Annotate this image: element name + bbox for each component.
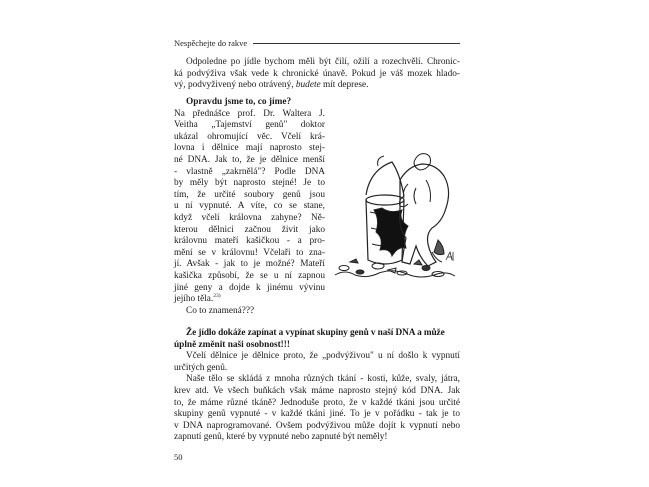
- column-line: jiné geny a dojde k jinému vývinu: [174, 282, 325, 293]
- body-line: Naše tělo se skládá z mnoha různých tkání - kosti, kůže, svaly, játra,: [186, 374, 460, 385]
- column-line: Na přednášce prof. Dr. Waltera J.: [174, 108, 325, 119]
- intro-paragraph: [174, 57, 460, 92]
- intro-line: vý, podvyživený nebo otrávený, budete mít deprese.: [174, 80, 369, 91]
- column-text: [174, 97, 325, 317]
- section-heading: Opravdu jsme to, co jíme?: [186, 97, 292, 107]
- full-width-text: [174, 328, 460, 444]
- bold-statement: Že jídlo dokáže zapínat a vypínat skupiny genů v naší DNA a může: [186, 328, 445, 338]
- body-line: to, že máme různé tkáně? Jednoduše proto, že v každé tkáni jsou určité: [174, 397, 460, 408]
- intro-line: Odpoledne po jídle bychom měli být čilí, ožilí a rozechvělí. Chronic-: [186, 57, 460, 67]
- body-line: zapnutí genů, které by vypnuté nebo zapnuté být neměly!: [174, 432, 388, 443]
- header-title: Nespěchejte do rakve: [174, 38, 248, 48]
- column-line: by měly být naprosto stejné! Je to: [174, 178, 325, 189]
- body-line: krev atd. Ve všech buňkách však máme naprosto stejný kód DNA. Jak: [174, 385, 460, 396]
- column-line: kašička způsobí, že se u ní zapnou: [174, 270, 325, 281]
- body-line: Včelí dělnice je dělnice proto, že „podvýživou" u ní došlo k vypnutí: [186, 351, 460, 362]
- man-with-trash-bin-illustration: [330, 140, 460, 285]
- column-line: né DNA. Jak to, že je dělnice menší: [174, 154, 325, 165]
- column-line: lovna i dělnice mají naprosto stej-: [174, 143, 325, 154]
- footnote-ref: 23): [213, 293, 221, 299]
- column-line: když včelí královna zahyne? Ně-: [174, 212, 325, 223]
- column-line: Veitha „Tajemství genů" doktor: [174, 120, 325, 131]
- column-line: jí. Avšak - jak to je možné? Mateří: [174, 259, 325, 270]
- running-header: [174, 37, 460, 49]
- column-line: - vlastně „zakrnělá"? Podle DNA: [174, 166, 325, 177]
- column-line: královnu mateří kašičkou - a pro-: [174, 236, 325, 247]
- column-line: tím, že určité soubory genů jsou: [174, 189, 325, 200]
- body-line: skupiny genů vypnuté - v každé tkáni jiné. To je v pořádku - tak je to: [174, 409, 460, 420]
- column-line: mění se v královnu! Včelaři to zna-: [174, 247, 325, 258]
- bold-statement: úplně změnit naši osobnost!!!: [174, 339, 290, 350]
- column-last-line: jejího těla.$^{23)}$: [174, 293, 221, 305]
- question-line: Co to znamená???: [186, 305, 255, 316]
- column-line: ukázal ohromující věc. Včelí krá-: [174, 131, 325, 142]
- body-line: v DNA naprogramované. Ovšem podvýživou může dojít k vypnutí nebo: [174, 420, 460, 431]
- column-line: u ní vypnuté. A víte, co se stane,: [174, 201, 325, 212]
- column-line: kterou dělnici začnou živit jako: [174, 224, 325, 235]
- header-rule: [253, 43, 460, 44]
- page-number: 50: [174, 452, 183, 462]
- body-line: určitých genů.: [174, 362, 228, 373]
- intro-line: ká podvýživa však vede k chronické únavě. Pokud je váš mozek hlado-: [174, 68, 460, 79]
